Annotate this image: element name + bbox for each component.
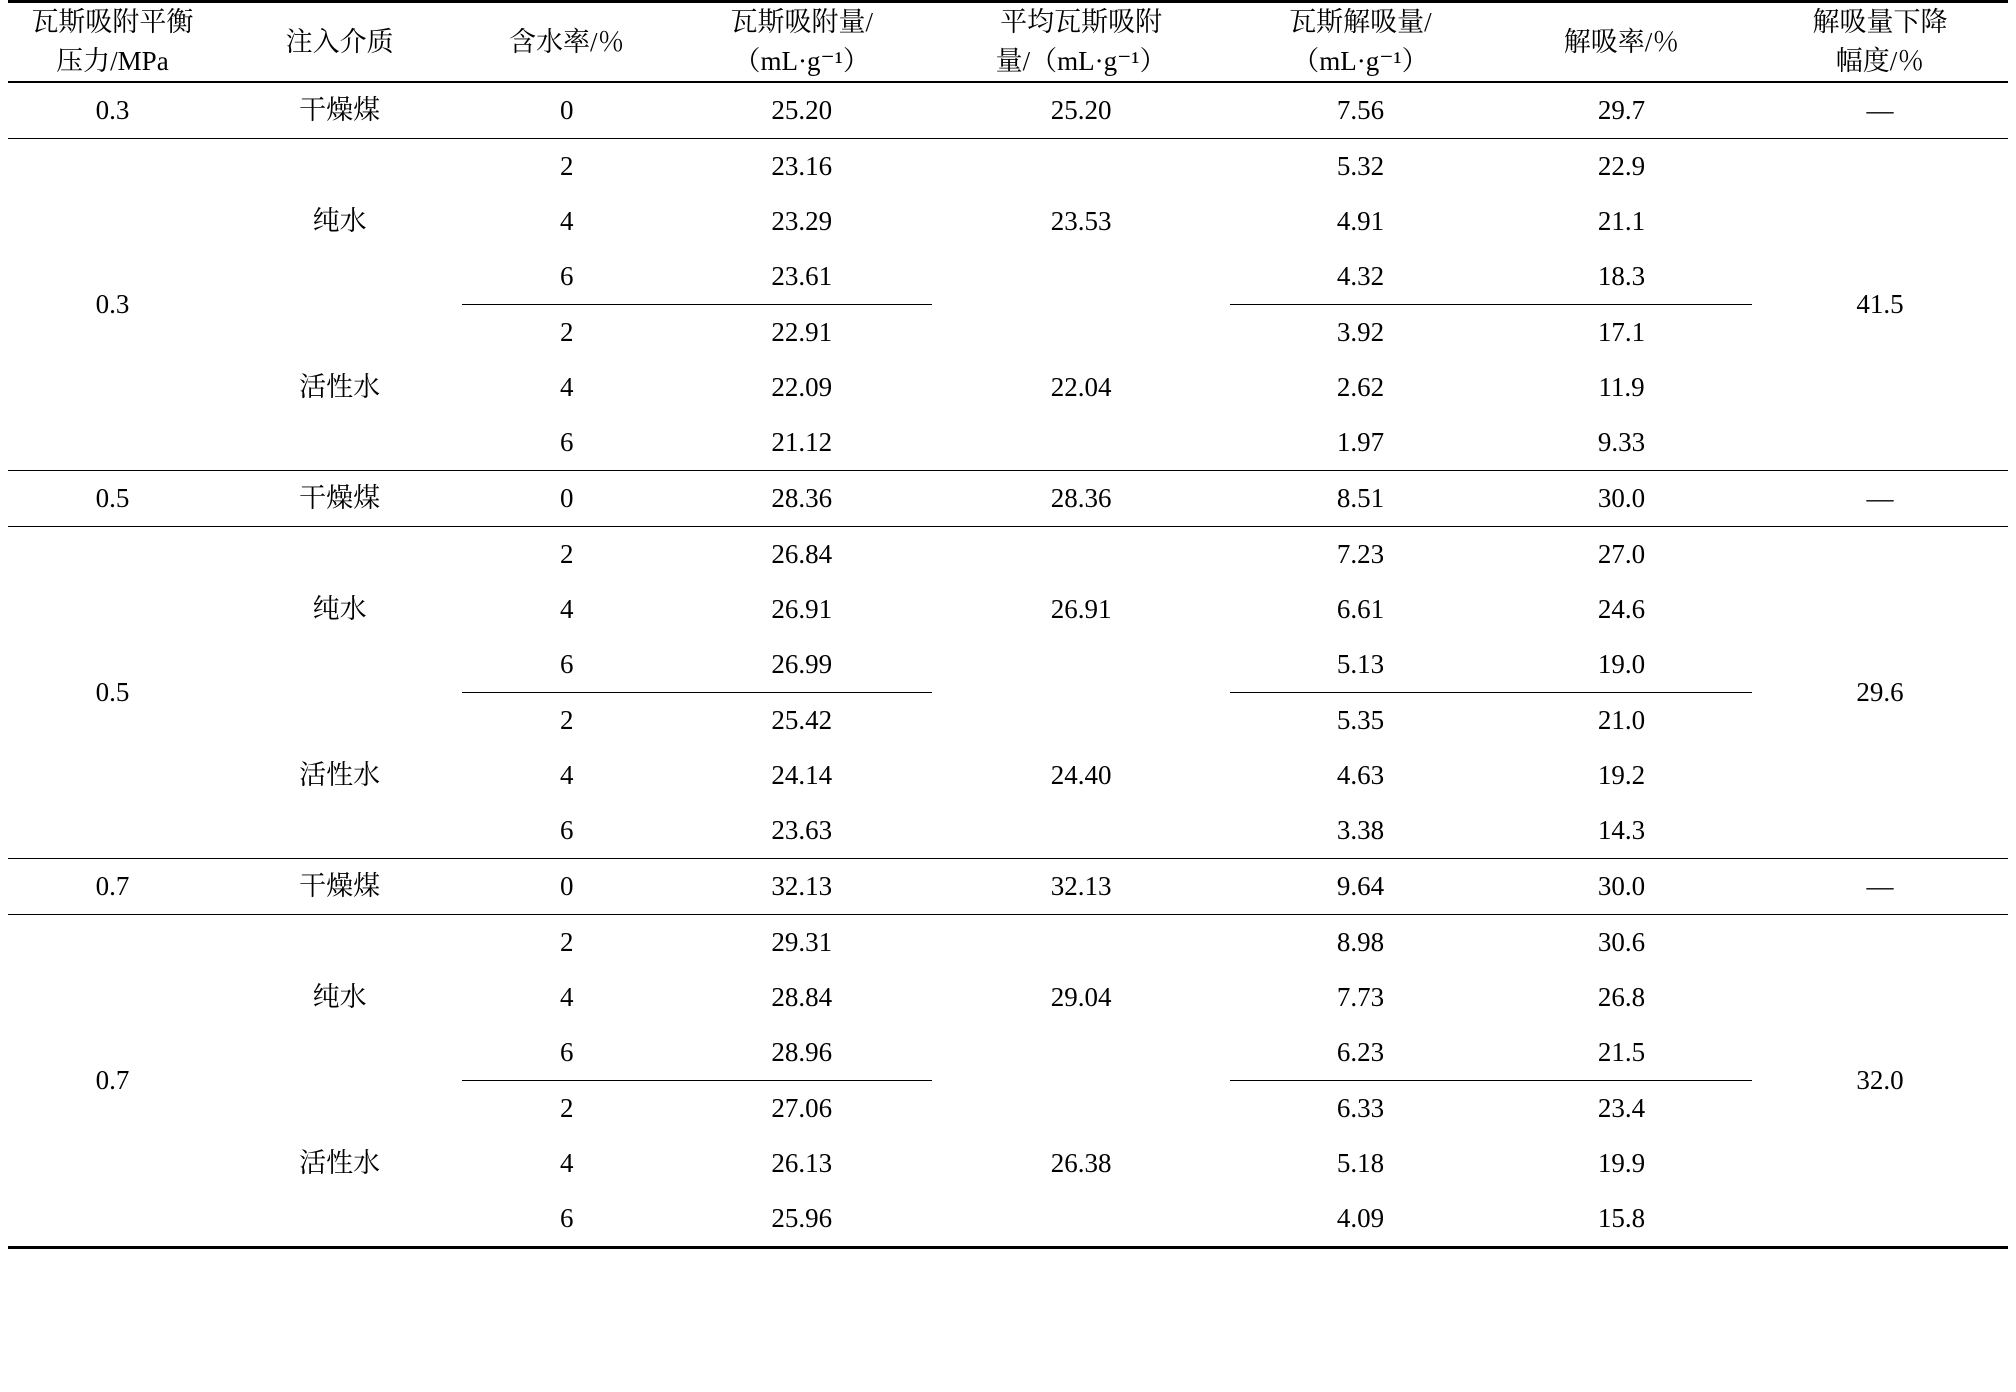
cell-pressure: 0.7 [95,871,130,902]
cell-average-adsorption: 24.40 [1050,759,1112,790]
table-body [8,82,2008,1248]
cell-drop-amplitude: — [1866,871,1894,902]
cell-adsorption: 32.13 [771,871,833,902]
cell-adsorption: 25.20 [771,95,833,126]
header-cell-medium [217,2,462,83]
cell-medium: 活性水 [299,1147,381,1178]
cell-moisture: 6 [559,427,574,458]
cell-adsorption: 24.14 [771,760,833,791]
cell-adsorption: 25.42 [771,705,833,736]
cell-adsorption: 22.91 [771,317,833,348]
header-line-1: 含水率/％ [508,26,625,57]
cell-desorption: 7.23 [1336,539,1385,570]
cell-moisture: 2 [559,1093,574,1124]
cell-moisture: 4 [559,760,574,791]
cell-adsorption: 23.63 [771,815,833,846]
cell-desorption: 5.35 [1336,705,1385,736]
cell-desorption-rate: 30.0 [1597,871,1646,902]
cell-desorption-rate: 19.2 [1597,760,1646,791]
cell-desorption-rate: 21.0 [1597,705,1646,736]
cell-adsorption: 26.84 [771,539,833,570]
cell-medium: 纯水 [312,594,367,625]
cell-desorption-rate: 22.9 [1597,151,1646,182]
cell-pressure: 0.3 [95,289,130,320]
cell-drop-amplitude: 29.6 [1856,677,1904,708]
cell-drop-amplitude: — [1866,95,1894,126]
header-cell-desorption [1230,2,1491,83]
cell-desorption-rate: 30.6 [1597,927,1646,958]
header-cell-desorption-rate [1491,2,1752,83]
cell-adsorption: 23.16 [771,151,833,182]
cell-desorption-rate: 17.1 [1597,317,1646,348]
cell-moisture: 2 [559,927,574,958]
cell-drop-amplitude: 32.0 [1856,1065,1904,1096]
cell-medium: 干燥煤 [299,483,381,514]
cell-moisture: 0 [559,871,574,902]
cell-medium: 干燥煤 [299,95,381,126]
header-cell-drop-amplitude [1752,2,2008,83]
cell-desorption-rate: 11.9 [1598,372,1645,403]
cell-desorption: 7.73 [1336,982,1385,1013]
cell-adsorption: 21.12 [771,427,833,458]
cell-adsorption: 23.29 [771,206,833,237]
header-line-1: 瓦斯吸附平衡 [31,7,194,37]
cell-moisture: 2 [559,705,574,736]
cell-desorption-rate: 19.0 [1491,637,1752,693]
cell-desorption: 5.13 [1230,637,1491,693]
header-cell-adsorption [671,2,932,83]
header-line-1: 解吸量下降 [1812,7,1948,37]
cell-desorption-rate: 27.0 [1597,539,1646,570]
header-line-1: 解吸率/％ [1563,26,1680,57]
cell-desorption: 8.51 [1336,483,1385,514]
cell-moisture: 2 [559,539,574,570]
table-row [8,1081,2008,1137]
table-row [8,693,2008,749]
cell-adsorption: 28.36 [771,483,833,514]
cell-adsorption: 26.13 [771,1148,833,1179]
cell-desorption: 5.18 [1336,1148,1385,1179]
cell-pressure: 0.7 [95,1065,130,1096]
cell-average-adsorption: 26.38 [1050,1147,1112,1178]
cell-average-adsorption: 22.04 [1050,371,1112,402]
cell-desorption: 9.64 [1336,871,1385,902]
cell-desorption-rate: 21.1 [1597,206,1646,237]
cell-adsorption: 22.09 [771,372,833,403]
cell-adsorption: 25.96 [771,1203,833,1234]
cell-desorption: 6.61 [1336,594,1385,625]
cell-moisture: 6 [462,637,671,693]
cell-adsorption: 29.31 [771,927,833,958]
cell-desorption-rate: 29.7 [1597,95,1646,126]
cell-moisture: 4 [559,206,574,237]
cell-medium: 活性水 [299,371,381,402]
cell-average-adsorption: 29.04 [1050,982,1112,1013]
cell-moisture: 6 [462,249,671,305]
table-row [8,305,2008,361]
cell-moisture: 2 [559,317,574,348]
header-row [8,2,2008,83]
cell-average-adsorption: 25.20 [1050,95,1112,126]
cell-desorption-rate: 24.6 [1597,594,1646,625]
cell-desorption: 5.32 [1336,151,1385,182]
cell-average-adsorption: 26.91 [1050,594,1112,625]
table-row [8,915,2008,971]
cell-pressure: 0.3 [95,95,130,126]
header-line-1: 平均瓦斯吸附 [1000,7,1163,37]
header-line-1: 瓦斯解吸量/ [1289,7,1432,37]
table-row [8,527,2008,583]
cell-medium: 干燥煤 [299,871,381,902]
cell-desorption-rate: 14.3 [1597,815,1646,846]
cell-desorption-rate: 21.5 [1491,1025,1752,1081]
cell-desorption-rate: 15.8 [1597,1203,1646,1234]
header-cell-moisture [462,2,671,83]
cell-desorption: 4.91 [1336,206,1385,237]
cell-pressure: 0.5 [95,483,130,514]
header-cell-average-adsorption [932,2,1230,83]
cell-moisture: 6 [559,815,574,846]
cell-adsorption: 26.91 [771,594,833,625]
cell-desorption: 6.23 [1230,1025,1491,1081]
cell-average-adsorption: 32.13 [1050,871,1112,902]
cell-desorption: 4.32 [1230,249,1491,305]
cell-desorption: 8.98 [1336,927,1385,958]
header-line-2: （mL·g⁻¹） [1292,46,1429,77]
cell-moisture: 4 [559,372,574,403]
cell-desorption: 6.33 [1336,1093,1385,1124]
cell-moisture: 4 [559,594,574,625]
gas-adsorption-desorption-table [8,0,2008,1249]
cell-adsorption: 23.61 [671,249,932,305]
header-line-1: 注入介质 [285,26,394,57]
cell-drop-amplitude: 41.5 [1856,289,1904,320]
cell-adsorption: 28.84 [771,982,833,1013]
cell-desorption-rate: 26.8 [1597,982,1646,1013]
cell-desorption-rate: 19.9 [1597,1148,1646,1179]
cell-moisture: 0 [559,95,574,126]
cell-average-adsorption: 28.36 [1050,483,1112,514]
cell-adsorption: 28.96 [671,1025,932,1081]
cell-average-adsorption: 23.53 [1050,206,1112,237]
cell-desorption: 2.62 [1336,372,1385,403]
cell-medium: 活性水 [299,759,381,790]
cell-desorption: 1.97 [1336,427,1385,458]
cell-desorption: 3.92 [1336,317,1385,348]
cell-moisture: 4 [559,982,574,1013]
table-row [8,471,2008,527]
table-header [8,2,2008,83]
header-line-2: 幅度/％ [1835,46,1925,77]
header-line-2: 量/（mL·g⁻¹） [995,46,1167,77]
cell-pressure: 0.5 [95,677,130,708]
cell-desorption: 3.38 [1336,815,1385,846]
cell-moisture: 4 [559,1148,574,1179]
cell-desorption-rate: 23.4 [1597,1093,1646,1124]
cell-adsorption: 26.99 [671,637,932,693]
header-line-1: 瓦斯吸附量/ [730,7,873,37]
cell-desorption: 7.56 [1336,95,1385,126]
cell-drop-amplitude: — [1866,483,1894,514]
table-row [8,82,2008,139]
cell-desorption-rate: 18.3 [1491,249,1752,305]
cell-moisture: 6 [559,1203,574,1234]
cell-medium: 纯水 [312,206,367,237]
cell-desorption-rate: 30.0 [1597,483,1646,514]
cell-moisture: 0 [559,483,574,514]
header-line-2: 压力/MPa [56,46,169,77]
cell-moisture: 2 [559,151,574,182]
header-line-2: （mL·g⁻¹） [733,46,870,77]
cell-moisture: 6 [462,1025,671,1081]
table-row [8,859,2008,915]
cell-medium: 纯水 [312,982,367,1013]
cell-desorption: 4.63 [1336,760,1385,791]
header-cell-pressure [8,2,217,83]
cell-desorption: 4.09 [1336,1203,1385,1234]
cell-desorption-rate: 9.33 [1597,427,1646,458]
table-row [8,139,2008,195]
cell-adsorption: 27.06 [771,1093,833,1124]
